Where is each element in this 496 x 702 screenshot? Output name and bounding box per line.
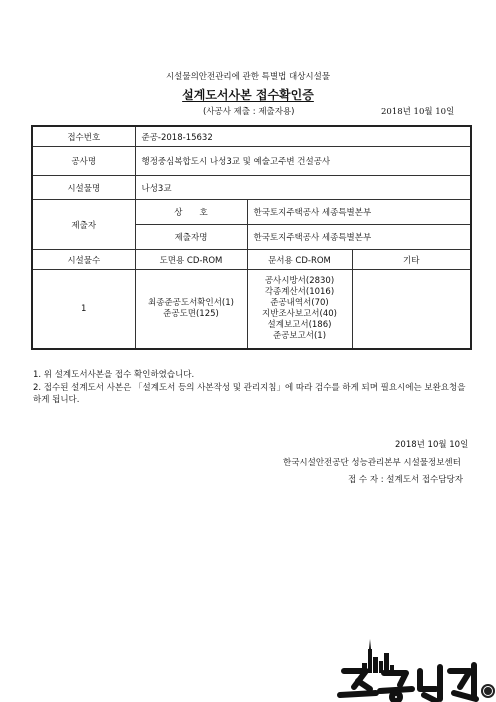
project-label: 공사명	[32, 147, 135, 176]
document-item: 공사시방서(2830)	[264, 276, 335, 287]
table-row	[32, 175, 471, 200]
pre-title: 시설물의안전관리에 관한 특별법 대상시설물	[165, 72, 331, 82]
drawing-item: 준공도면(125)	[163, 309, 219, 320]
receipt-table	[31, 125, 472, 350]
company-label: 상 호	[135, 200, 247, 225]
issue-date: 2018년 10월 10일	[381, 107, 455, 117]
etc-label: 기타	[352, 249, 471, 270]
footer-receiver: 접 수 자 : 설계도서 접수담당자	[348, 475, 463, 485]
drawing-items	[135, 270, 247, 349]
drawing-cd-label: 도면용 CD-ROM	[135, 249, 247, 270]
junggong-logo	[336, 635, 496, 702]
footer-date: 2018년 10월 10일	[395, 440, 469, 450]
project-value: 행정중심복합도시 나성3교 및 예술고주변 건설공사	[135, 147, 471, 176]
document-cd-label: 문서용 CD-ROM	[247, 249, 352, 270]
drawing-item: 최종준공도서확인서(1)	[148, 298, 234, 309]
city-skyline-icon	[362, 639, 394, 673]
note-line-1: 1. 위 설계도서사본을 접수 확인하였습니다.	[33, 370, 195, 380]
receipt-no-label: 접수번호	[32, 126, 135, 147]
document-title-text: 설계도서사본 접수확인증	[182, 88, 314, 102]
submitter-name-value: 한국토지주택공사 세종특별본부	[247, 225, 471, 250]
submitter-label: 제출자	[32, 200, 135, 249]
document-item: 지반조사보고서(40)	[262, 309, 337, 320]
footer-organization: 한국시설안전공단 성능관리본부 시설물정보센터	[283, 458, 461, 468]
table-row	[32, 200, 471, 225]
count-value: 1	[32, 270, 135, 349]
notes	[33, 369, 473, 407]
logo-seal-icon	[481, 684, 495, 698]
facility-value: 나성3교	[135, 175, 471, 200]
document-item: 준공보고서(1)	[272, 331, 327, 342]
document-item: 준공내역서(70)	[270, 298, 329, 309]
company-value: 한국토지주택공사 세종특별본부	[247, 200, 471, 225]
table-row	[32, 270, 471, 349]
table-row	[32, 249, 471, 270]
document-item: 각종계산서(1016)	[264, 287, 335, 298]
submitter-name-label: 제출자명	[135, 225, 247, 250]
document-items	[247, 270, 352, 349]
table-row	[32, 147, 471, 176]
logo-brush-lettering	[340, 665, 476, 701]
count-label: 시설물수	[32, 249, 135, 270]
document-item: 설계보고서(186)	[267, 320, 332, 331]
document-title	[0, 86, 496, 103]
receipt-no-value: 준공-2018-15632	[135, 126, 471, 147]
table-row	[32, 126, 471, 147]
note-line-2: 2. 접수된 설계도서 사본은 「설계도서 등의 사본작성 및 관리지침」에 따라 검수를 하게 되며 필요시에는 보완요청을 하게 됩니다.	[33, 382, 466, 405]
facility-label: 시설물명	[32, 175, 135, 200]
etc-value	[352, 270, 471, 349]
submission-note: (사공사 제출 : 제출자용)	[203, 107, 295, 117]
